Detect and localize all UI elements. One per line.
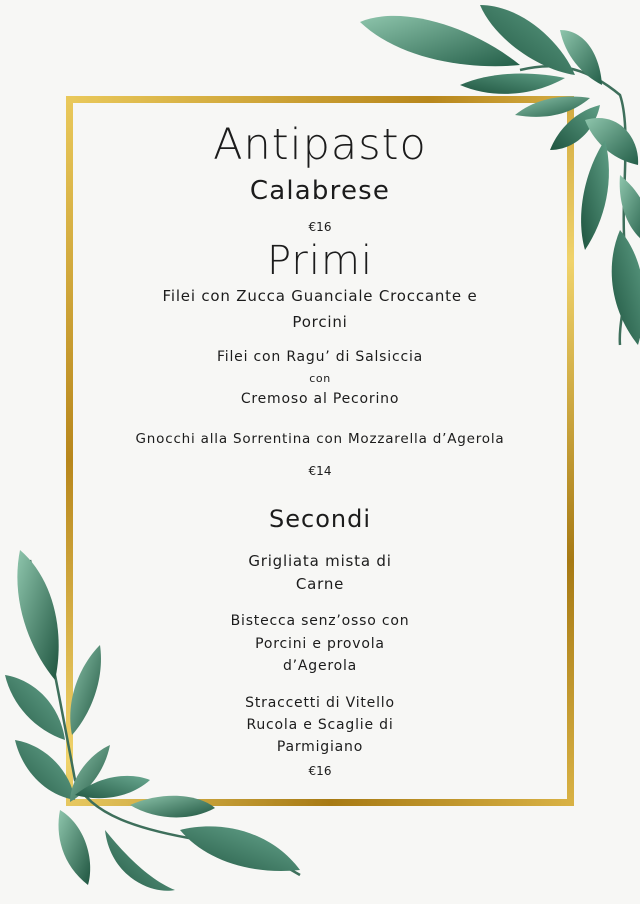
primi-item-2-line1: Filei con Ragu’ di Salsiccia: [216, 349, 424, 365]
antipasto-price: €16: [308, 220, 332, 234]
antipasto-subtitle: Calabrese: [249, 176, 391, 206]
primi-item-1-line1: Filei con Zucca Guanciale Croccante e: [162, 287, 478, 305]
secondi-item-3-line3: Parmigiano: [276, 739, 364, 755]
antipasto-title: Antipasto: [213, 120, 427, 170]
primi-item-2-connector: con: [309, 372, 331, 385]
primi-item-2-line2: Cremoso al Pecorino: [240, 391, 400, 407]
secondi-item-2-line3: d’Agerola: [282, 658, 358, 674]
primi-item-3-line1: Gnocchi alla Sorrentina con Mozzarella d’Agerola: [135, 431, 505, 447]
secondi-item-1-line2: Carne: [295, 575, 345, 593]
secondi-title: Secondi: [269, 505, 371, 533]
primi-price: €14: [308, 464, 332, 478]
secondi-price: €16: [308, 764, 332, 778]
primi-item-1-line2: Porcini: [292, 313, 348, 331]
secondi-item-3-line1: Straccetti di Vitello: [245, 695, 395, 711]
primi-title: Primi: [266, 238, 374, 284]
secondi-item-3-line2: Rucola e Scaglie di: [246, 717, 394, 733]
secondi-item-2-line1: Bistecca senz’osso con: [230, 613, 410, 629]
secondi-item-2-line2: Porcini e provola: [255, 636, 385, 652]
secondi-item-1-line1: Grigliata mista di: [248, 552, 392, 570]
